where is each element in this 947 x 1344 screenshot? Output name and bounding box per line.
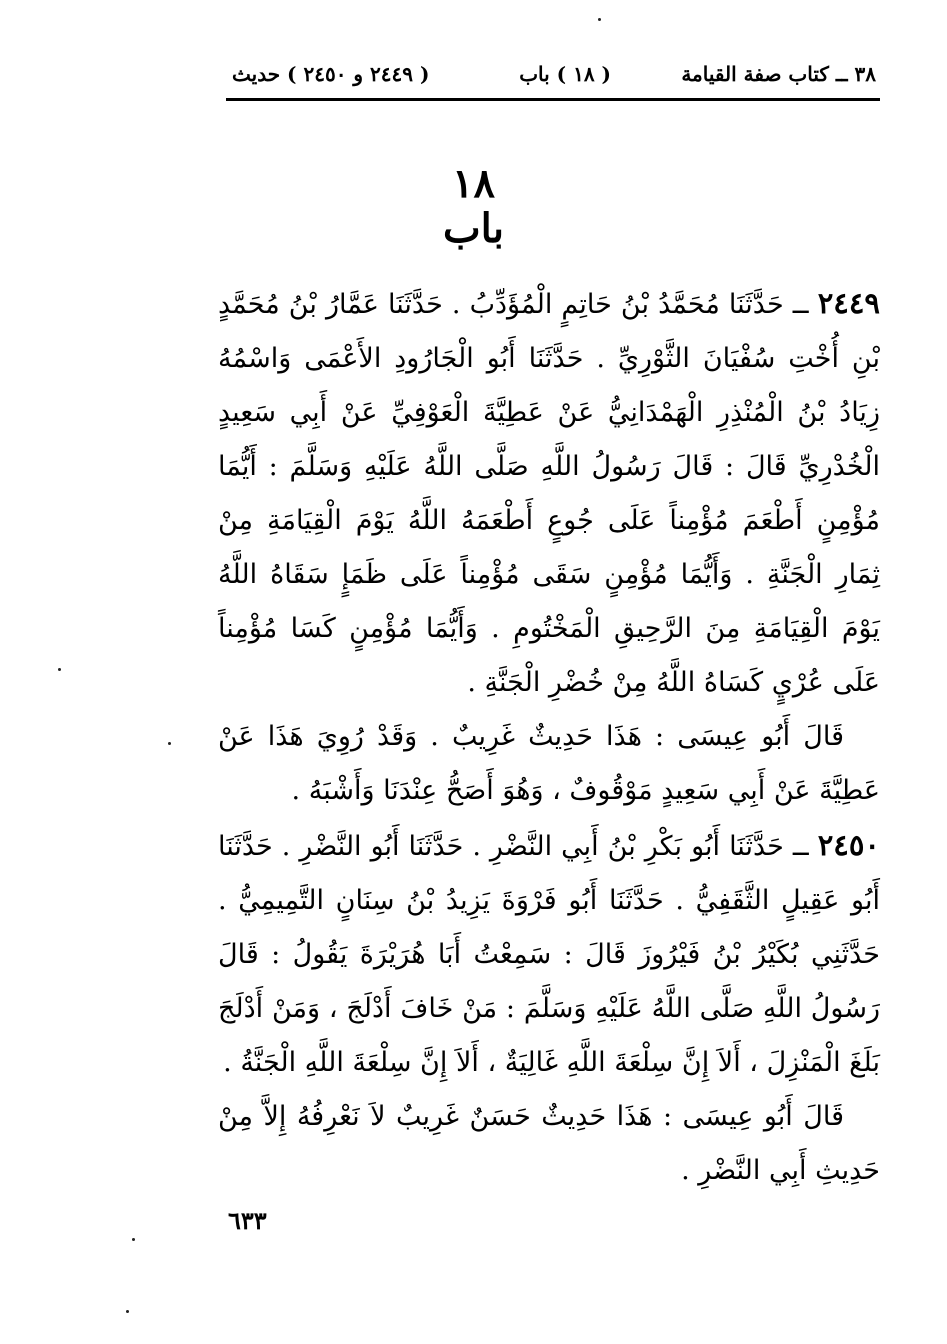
chapter-title: باب: [443, 205, 504, 252]
header-divider: [226, 98, 880, 101]
running-header: [228, 56, 876, 100]
hadith-paragraph: [218, 818, 880, 1090]
page-number: ٦٣٣: [228, 1206, 267, 1235]
main-text: [218, 276, 880, 1198]
hadith-paragraph: [218, 276, 880, 710]
scan-speck: [168, 742, 171, 745]
hadith-text: ــ حَدَّثَنَا مُحَمَّدُ بْنُ حَاتِمٍ الْمُؤَدِّبُ . حَدَّثَنَا عَمَّارُ بْنُ مُحَمَّدٍ بْنِ أُخْتِ سُفْيَانَ الثَّوْرِيِّ . حَدَّثَنَا أَبُو الْجَارُودِ الأَعْمَى وَاسْمُهُ زِيَادُ بْنُ الْمُنْذِرِ الْهَمْدَانِيُّ عَنْ عَطِيَّةَ الْعَوْفِيِّ عَنْ أَبِي سَعِيدٍ الْخُدْرِيِّ قَالَ : قَالَ رَسُولُ اللَّهِ صَلَّى اللَّهُ عَلَيْهِ وَسَلَّمَ : أَيُّمَا مُؤْمِنٍ أَطْعَمَ مُؤْمِناً عَلَى جُوعٍ أَطْعَمَهُ اللَّهُ يَوْمَ الْقِيَامَةِ مِنْ ثِمَارِ الْجَنَّةِ . وَأَيُّمَا مُؤْمِنٍ سَقَى مُؤْمِناً عَلَى ظَمَإٍ سَقَاهُ اللَّهُ يَوْمَ الْقِيَامَةِ مِنَ الرَّحِيقِ الْمَخْتُومِ . وَأَيُّمَا مُؤْمِنٍ كَسَا مُؤْمِناً عَلَى عُرْيٍ كَسَاهُ اللَّهُ مِنْ خُضْرِ الْجَنَّةِ .: [218, 289, 880, 698]
commentary-paragraph: قَالَ أَبُو عِيسَى : هَذَا حَدِيثٌ غَرِيبٌ . وَقَدْ رُوِيَ هَذَا عَنْ عَطِيَّةَ عَنْ أَبِي سَعِيدٍ مَوْقُوفٌ ، وَهُوَ أَصَحُّ عِنْدَنَا وَأَشْبَهُ .: [218, 721, 880, 806]
chapter-number: ١٨: [452, 160, 495, 207]
hadith-number: ٢٤٥٠: [817, 828, 880, 862]
commentary-paragraph: قَالَ أَبُو عِيسَى : هَذَا حَدِيثٌ حَسَنٌ غَرِيبٌ لاَ نَعْرِفُهُ إِلاَّ مِنْ حَدِيثِ أَبِي النَّضْرِ .: [218, 1101, 880, 1186]
header-chapter: ( ١٨ ) باب: [519, 62, 611, 86]
scan-speck: [598, 18, 601, 21]
hadith-text: ــ حَدَّثَنَا أَبُو بَكْرِ بْنُ أَبِي النَّضْرِ . حَدَّثَنَا أَبُو النَّضْرِ . حَدَّثَنَا أَبُو عَقِيلٍ الثَّقَفِيُّ . حَدَّثَنَا أَبُو فَرْوَةَ يَزِيدُ بْنُ سِنَانٍ التَّمِيمِيُّ . حَدَّثَنِي بُكَيْرُ بْنُ فَيْرُوزَ قَالَ : سَمِعْتُ أَبَا هُرَيْرَةَ يَقُولُ : قَالَ رَسُولُ اللَّهِ صَلَّى اللَّهُ عَلَيْهِ وَسَلَّمَ : مَنْ خَافَ أَدْلَجَ ، وَمَنْ أَدْلَجَ بَلَغَ الْمَنْزِلَ ، أَلاَ إِنَّ سِلْعَةَ اللَّهِ غَالِيَةٌ ، أَلاَ إِنَّ سِلْعَةَ اللَّهِ الْجَنَّةُ .: [218, 831, 880, 1078]
hadith-number: ٢٤٤٩: [817, 286, 880, 320]
scan-speck: [58, 668, 61, 671]
scan-speck: [132, 1238, 135, 1241]
header-hadith-range: ( ٢٤٤٩ و ٢٤٥٠ ) حديث: [232, 62, 430, 86]
scan-speck: [126, 1310, 129, 1313]
header-book-title: ٣٨ ــ كتاب صفة القيامة: [681, 62, 876, 86]
